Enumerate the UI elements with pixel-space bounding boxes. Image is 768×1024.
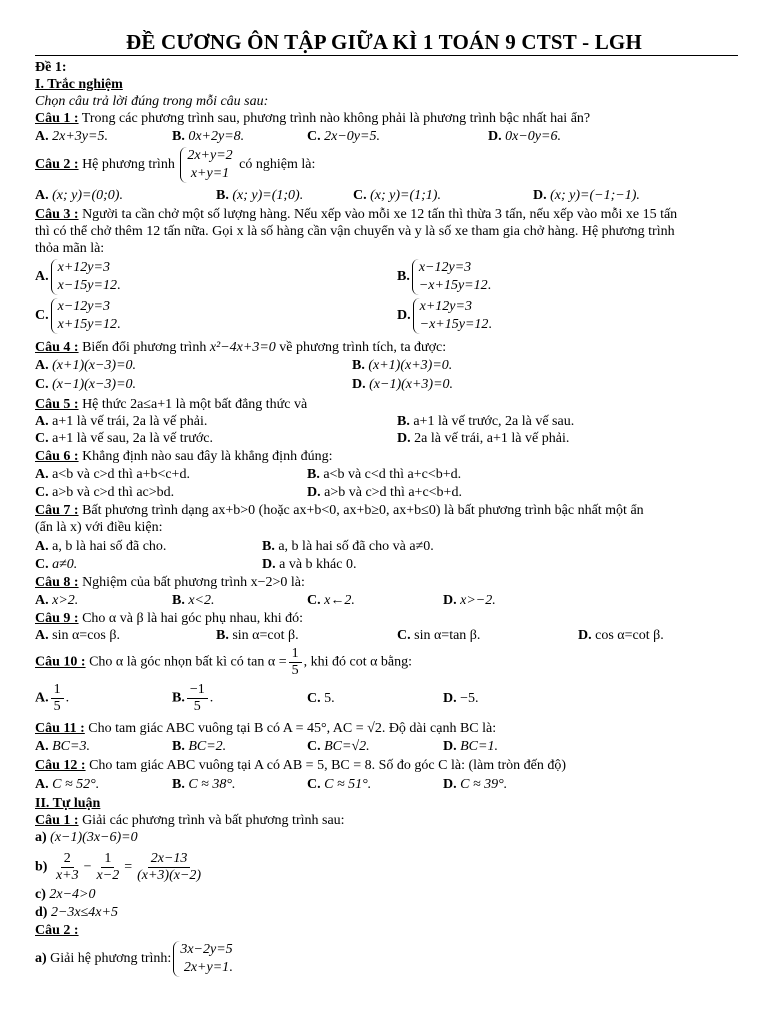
option-letter: D.: [443, 691, 457, 706]
equation: 2x+y=2: [187, 148, 233, 163]
part-letter: c): [35, 887, 46, 902]
option-text: BC=2.: [188, 739, 227, 754]
option-letter: C.: [35, 557, 49, 572]
question-text: Giải các phương trình và bất phương trình sau:: [78, 813, 345, 828]
option-letter: A.: [35, 269, 49, 285]
q3-option-a: [35, 259, 123, 295]
denominator: 5: [53, 699, 61, 714]
q10-option-a: A. $\frac{1}{5}$ .: [35, 682, 70, 714]
q5-option-d: [397, 430, 569, 447]
numerator: 2: [61, 851, 74, 868]
question-6: [35, 448, 332, 465]
question-label: Câu 9 :: [35, 611, 79, 626]
question-text: Cho α là góc nhọn bất kì có tan α =: [85, 654, 287, 670]
fraction: [94, 851, 123, 884]
question-text: Cho tam giác ABC vuông tại B có A = 45°, AC = √2. Độ dài cạnh BC là:: [84, 721, 497, 736]
q8-option-c: [307, 592, 355, 609]
question-label: Câu 6 :: [35, 449, 79, 464]
question-label: Câu 1 :: [35, 111, 79, 126]
equation: −x+15y=12: [418, 278, 488, 293]
equation: x−15y=12: [57, 278, 117, 293]
essay-question-1: [35, 812, 345, 829]
option-letter: C.: [307, 739, 321, 754]
equation: x−12y=3: [418, 260, 472, 275]
option-text: 2x+3y=5.: [52, 129, 108, 144]
option-text: 2a là vế trái, a+1 là vế phải.: [414, 431, 570, 446]
q10-option-c: [307, 690, 335, 707]
q12-option-d: [443, 776, 507, 793]
option-text: (x+1)(x+3)=0.: [368, 358, 453, 373]
question-text: Hệ thức 2a≤a+1 là một bất đẳng thức và: [78, 397, 308, 412]
question-text: Cho α và β là hai góc phụ nhau, khi đó:: [78, 611, 303, 626]
option-letter: C.: [353, 188, 367, 203]
question-text: Nghiệm của bất phương trình x−2>0 là:: [78, 575, 305, 590]
question-text: Bất phương trình dạng ax+b>0 (hoặc ax+b<0, ax+b≥0, ax+b≤0) là bất phương trình bậc nhất một ẩn: [78, 503, 644, 518]
inequality: 2x−4>0: [49, 887, 96, 902]
question-10: [35, 646, 412, 679]
equation: (x−1)(3x−6)=0: [50, 830, 138, 845]
q8-option-a: [35, 592, 78, 609]
option-text: 2x−0y=5.: [324, 129, 380, 144]
option-text: C ≈ 38°.: [188, 777, 236, 792]
numerator: 1: [101, 851, 114, 868]
q2-option-c: [353, 187, 441, 204]
option-text: (x; y)=(1;0).: [232, 188, 304, 203]
section-heading-multiple-choice: I. Trắc nghiệm: [35, 77, 123, 92]
option-text: (x−1)(x+3)=0.: [369, 377, 454, 392]
q8-option-d: [443, 592, 496, 609]
fraction: [134, 851, 204, 884]
q11-option-b: [172, 738, 226, 755]
numerator: 1: [289, 646, 302, 663]
option-letter: D.: [397, 308, 411, 324]
question-9: [35, 610, 303, 627]
question-5: [35, 396, 307, 413]
q1-option-d: [488, 128, 561, 145]
option-letter: C.: [35, 377, 49, 392]
option-text: (x; y)=(1;1).: [370, 188, 441, 203]
fraction: [53, 851, 82, 884]
option-text: 5.: [324, 691, 335, 706]
question-3: [35, 206, 677, 223]
option-letter: A.: [35, 628, 49, 643]
option-letter: D.: [533, 188, 547, 203]
inequality: 2−3x≤4x+5: [50, 905, 118, 920]
q11-option-c: [307, 738, 370, 755]
option-text: BC=3.: [52, 739, 90, 754]
option-text: x<2.: [188, 593, 215, 608]
q6-option-a: [35, 466, 190, 483]
option-letter: B.: [172, 739, 185, 754]
option-letter: B.: [172, 593, 185, 608]
essay-part-d: [35, 904, 118, 921]
part-letter: d): [35, 905, 48, 920]
q9-option-c: [397, 627, 480, 644]
question-label: Câu 5 :: [35, 397, 79, 412]
question-3-line-2: thì có thể chở thêm 12 tấn nữa. Gọi x là số hàng cần vận chuyển và y là số xe tham gia chở hàng. Hệ phương trình: [35, 224, 675, 239]
option-text: −5.: [460, 691, 479, 706]
equation-system: x+12y=3 −x+15y=12.: [413, 298, 492, 334]
option-letter: B.: [216, 188, 229, 203]
option-text: a và b khác 0.: [279, 557, 357, 572]
option-letter: B.: [172, 129, 185, 144]
q4-option-a: [35, 357, 136, 374]
option-text: a+1 là vế trái, 2a là vế phải.: [52, 414, 208, 429]
question-label: Câu 12 :: [35, 758, 86, 773]
denominator: 5: [291, 663, 299, 678]
option-letter: D.: [397, 431, 411, 446]
option-letter: A.: [35, 129, 49, 144]
part-letter: a): [35, 951, 47, 967]
option-letter: A.: [35, 690, 49, 706]
equation: x+15y=12: [57, 317, 117, 332]
question-text: Biến đổi phương trình: [78, 340, 207, 355]
option-letter: B.: [352, 358, 365, 373]
equation: x+12y=3: [419, 299, 472, 314]
option-letter: D.: [443, 777, 457, 792]
title-underline: [35, 55, 738, 56]
option-letter: B.: [262, 539, 275, 554]
option-letter: B.: [172, 690, 185, 706]
question-label: Câu 2 :: [35, 157, 79, 173]
part-letter: a): [35, 830, 47, 845]
option-text: a≠0.: [52, 557, 78, 572]
option-letter: C.: [307, 777, 321, 792]
q10-option-d: [443, 690, 479, 707]
q5-option-b: [397, 413, 574, 430]
question-4: [35, 339, 446, 356]
option-text: (x−1)(x−3)=0.: [52, 377, 137, 392]
option-text: BC=1.: [460, 739, 498, 754]
numerator: 2x−13: [148, 851, 191, 868]
option-letter: C.: [307, 593, 321, 608]
q7-option-c: [35, 556, 77, 573]
option-letter: A.: [35, 593, 49, 608]
option-letter: B.: [172, 777, 185, 792]
q3-option-c: [35, 298, 123, 334]
option-letter: D.: [443, 593, 457, 608]
equation: x+y=1: [190, 166, 230, 181]
q8-option-b: [172, 592, 215, 609]
fraction: [51, 682, 64, 715]
essay-part-a: [35, 829, 138, 846]
question-label: Câu 7 :: [35, 503, 79, 518]
numerator: −1: [187, 682, 208, 699]
q1-option-b: [172, 128, 244, 145]
option-text: a, b là hai số đã cho.: [52, 539, 167, 554]
q12-option-a: [35, 776, 99, 793]
equation-system: 3x−2y=5 2x+y=1.: [173, 941, 232, 977]
question-text: Giải hệ phương trình:: [50, 951, 172, 967]
question-3-line-3: thỏa mãn là:: [35, 241, 105, 256]
question-11: [35, 720, 496, 737]
q7-option-b: [262, 538, 434, 555]
q2-option-b: [216, 187, 303, 204]
q7-option-a: [35, 538, 166, 555]
option-letter: D.: [307, 485, 321, 500]
question-1: [35, 110, 590, 127]
equation-system: x+12y=3 x−15y=12.: [51, 259, 121, 295]
option-text: (x+1)(x−3)=0.: [52, 358, 137, 373]
option-text: a+1 là vế sau, 2a là vế trước.: [52, 431, 214, 446]
q4-option-d: [352, 376, 453, 393]
option-text: 0x+2y=8.: [188, 129, 245, 144]
question-label: Câu 10 :: [35, 654, 86, 670]
option-letter: B.: [307, 467, 320, 482]
q7-option-d: [262, 556, 356, 573]
question-label: Câu 1 :: [35, 813, 79, 828]
essay-part-c: [35, 886, 96, 903]
option-text: x>2.: [52, 593, 79, 608]
question-text: Trong các phương trình sau, phương trình nào không phải là phương trình bậc nhất hai ẩn?: [78, 111, 591, 126]
denominator: 5: [193, 699, 201, 714]
q9-option-a: [35, 627, 120, 644]
denominator: (x+3)(x−2): [137, 868, 202, 883]
q5-option-a: [35, 413, 207, 430]
option-text: sin α=tan β.: [414, 628, 481, 643]
q3-option-d: [397, 298, 495, 334]
option-text: (x; y)=(0;0).: [52, 188, 123, 203]
option-text: BC=√2.: [324, 739, 370, 754]
option-text: a<b và c>d thì a+b<c+d.: [52, 467, 190, 482]
option-text: C ≈ 52°.: [52, 777, 100, 792]
question-2: [35, 147, 315, 183]
fraction: [187, 682, 208, 715]
question-label: Câu 4 :: [35, 340, 79, 355]
option-text: C ≈ 51°.: [324, 777, 372, 792]
part-letter: b): [35, 859, 48, 875]
option-text: a+1 là vế trước, 2a là vế sau.: [413, 414, 575, 429]
equation-system: x−12y=3 −x+15y=12.: [412, 259, 491, 295]
question-text: Hệ phương trình: [78, 157, 175, 173]
option-text: 0x−0y=6.: [505, 129, 561, 144]
question-label: Câu 8 :: [35, 575, 79, 590]
essay-question-2: [35, 922, 79, 939]
question-text: Người ta cần chở một số lượng hàng. Nếu xếp vào mỗi xe 12 tấn thì thừa 3 tấn, nếu xếp vào mỗi xe 15 tấn: [78, 207, 678, 222]
numerator: 1: [51, 682, 64, 699]
q10-option-b: B. $\frac{-1}{5}$ .: [172, 682, 214, 714]
q3-option-b: [397, 259, 494, 295]
option-text: x>−2.: [460, 593, 496, 608]
option-letter: B.: [397, 414, 410, 429]
q6-option-d: [307, 484, 462, 501]
option-text: C ≈ 39°.: [460, 777, 508, 792]
equation: 2x+y=1: [183, 960, 230, 975]
essay-part-b: b) $\frac{2}{x+3}$ − $\frac{1}{x-2}$ = $\frac{2x-13}{(x+3)(x-2)}$: [35, 851, 206, 884]
q5-option-c: [35, 430, 213, 447]
q9-option-d: [578, 627, 664, 644]
equation: x²−4x+3=0: [209, 340, 276, 355]
option-letter: C.: [35, 431, 49, 446]
option-letter: A.: [35, 777, 49, 792]
option-letter: D.: [262, 557, 276, 572]
q11-option-a: [35, 738, 90, 755]
q1-option-c: [307, 128, 380, 145]
question-label: Câu 11 :: [35, 721, 85, 736]
option-letter: D.: [578, 628, 592, 643]
option-text: (x; y)=(−1;−1).: [550, 188, 640, 203]
option-letter: D.: [443, 739, 457, 754]
option-letter: C.: [397, 628, 411, 643]
section-heading-essay: II. Tự luận: [35, 796, 101, 811]
question-12: [35, 757, 566, 774]
instruction: Chọn câu trả lời đúng trong mỗi câu sau:: [35, 94, 269, 109]
option-letter: A.: [35, 358, 49, 373]
q12-option-c: [307, 776, 371, 793]
equation: x+12y=3: [57, 260, 110, 275]
option-letter: C.: [35, 485, 49, 500]
equation-system: [180, 147, 232, 183]
option-letter: C.: [35, 308, 49, 324]
q4-option-b: [352, 357, 452, 374]
option-text: a>b và c>d thì a+c<b+d.: [324, 485, 462, 500]
question-label: Câu 2 :: [35, 923, 79, 938]
q9-option-b: [216, 627, 299, 644]
option-text: sin α=cos β.: [52, 628, 120, 643]
question-text: có nghiệm là:: [239, 157, 316, 173]
question-text: Cho tam giác ABC vuông tại A có AB = 5, BC = 8. Số đo góc C là: (làm tròn đến độ): [85, 758, 567, 773]
denominator: x−2: [96, 868, 120, 883]
equation: −x+15y=12: [419, 317, 489, 332]
q6-option-b: [307, 466, 461, 483]
option-letter: C.: [307, 129, 321, 144]
q2-option-d: [533, 187, 640, 204]
option-letter: B.: [397, 269, 410, 285]
question-7-line-2: (ẩn là x) với điều kiện:: [35, 520, 163, 535]
option-letter: D.: [352, 377, 366, 392]
q11-option-d: [443, 738, 498, 755]
option-letter: A.: [35, 188, 49, 203]
option-letter: D.: [488, 129, 502, 144]
question-label: Câu 3 :: [35, 207, 79, 222]
page-title: ĐỀ CƯƠNG ÔN TẬP GIỮA KÌ 1 TOÁN 9 CTST - LGH: [126, 30, 642, 54]
option-text: x←2.: [324, 593, 355, 608]
question-8: [35, 574, 305, 591]
option-text: cos α=cot β.: [595, 628, 664, 643]
denominator: x+3: [55, 868, 79, 883]
option-letter: A.: [35, 467, 49, 482]
equation: x−12y=3: [57, 299, 110, 314]
question-text: , khi đó cot α bằng:: [303, 654, 413, 670]
option-text: sin α=cot β.: [232, 628, 299, 643]
option-text: a>b và c>d thì ac>bd.: [52, 485, 175, 500]
question-7: [35, 502, 644, 519]
q4-option-c: [35, 376, 136, 393]
option-letter: B.: [216, 628, 229, 643]
question-text: Khẳng định nào sau đây là khẳng định đúng:: [78, 449, 333, 464]
equation-system: x−12y=3 x+15y=12.: [51, 298, 121, 334]
fraction: [289, 646, 302, 679]
option-letter: C.: [307, 691, 321, 706]
option-text: a, b là hai số đã cho và a≠0.: [278, 539, 434, 554]
exam-number: Đề 1:: [35, 60, 67, 75]
option-letter: A.: [35, 414, 49, 429]
q6-option-c: [35, 484, 174, 501]
equation: 3x−2y=5: [180, 942, 233, 957]
option-letter: A.: [35, 739, 49, 754]
question-text: về phương trình tích, ta được:: [279, 340, 447, 355]
q2-option-a: [35, 187, 123, 204]
option-text: a<b và c<d thì a+c<b+d.: [323, 467, 462, 482]
q1-option-a: [35, 128, 108, 145]
option-letter: A.: [35, 539, 49, 554]
essay-q2-part-a: [35, 941, 236, 977]
q12-option-b: [172, 776, 235, 793]
